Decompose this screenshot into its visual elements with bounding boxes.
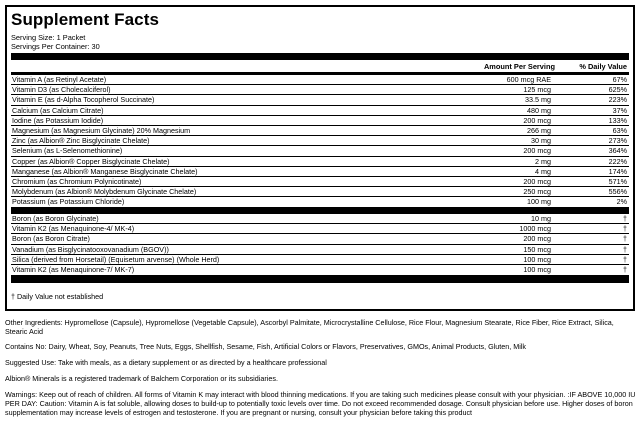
thick-divider [11,207,629,214]
nutrient-daily-value: 273% [608,136,627,146]
contains-no: Contains No: Dairy, Wheat, Soy, Peanuts, Tree Nuts, Eggs, Shellfish, Sesame, Fish, Artificial Colors or Flavors, Preservatives, GMOs, Animal Products, Gluten, Milk [5,342,527,351]
nutrient-name: Chromium (as Chromium Polynicotinate) [12,176,142,186]
nutrient-daily-value: † [623,264,627,274]
nutrient-daily-value: 223% [608,95,627,105]
servings-per-container: Servings Per Container: 30 [11,42,100,51]
nutrient-name: Vitamin D3 (as Cholecalciferol) [12,85,111,95]
nutrient-amount: 4 mg [535,166,551,176]
nutrient-amount: 200 mcg [523,234,551,244]
table-row [11,234,629,244]
nutrient-daily-value: 364% [608,146,627,156]
table-header [11,62,629,72]
table-row [11,245,629,255]
trademark-notice: Albion® Minerals is a registered trademark of Balchem Corporation or its subsidiaries. [5,374,278,383]
nutrient-amount: 266 mg [527,125,551,135]
table-row [11,136,629,146]
table-row [11,224,629,234]
nutrient-daily-value: 556% [608,187,627,197]
table-row [11,177,629,187]
nutrient-name: Boron (as Boron Glycinate) [12,214,99,223]
serving-size: Serving Size: 1 Packet [11,33,86,42]
table-row [11,75,629,85]
table-row [11,197,629,207]
nutrient-daily-value: 222% [608,156,627,166]
nutrient-amount: 200 mcg [523,176,551,186]
nutrient-name: Vanadium (as Bisglycinatooxovanadium (BGOV)) [12,244,169,254]
other-nutrient-table [11,214,629,275]
footnote: † Daily Value not established [11,292,104,301]
nutrient-amount: 125 mcg [523,85,551,95]
supplement-facts-panel [5,5,635,311]
nutrient-name: Molybdenum (as Albion® Molybdenum Glycinate Chelate) [12,187,197,197]
table-row [11,116,629,126]
table-row [11,187,629,197]
nutrient-name: Vitamin E (as d-Alpha Tocopherol Succinate) [12,95,155,105]
nutrient-daily-value: † [623,244,627,254]
nutrient-amount: 30 mg [531,136,551,146]
nutrient-amount: 10 mg [531,214,551,223]
nutrient-amount: 150 mcg [523,244,551,254]
nutrient-amount: 100 mcg [523,254,551,264]
table-row [11,106,629,116]
table-row [11,85,629,95]
nutrient-amount: 1000 mcg [519,224,551,234]
nutrient-name: Selenium (as L-Selenomethionine) [12,146,123,156]
nutrient-amount: 200 mcg [523,115,551,125]
nutrient-amount: 480 mg [527,105,551,115]
thick-divider [11,53,629,60]
nutrient-amount: 600 mcg RAE [506,75,551,84]
nutrient-amount: 100 mg [527,197,551,207]
nutrient-table [11,75,629,207]
nutrient-name: Manganese (as Albion® Manganese Bisglycinate Chelate) [12,166,198,176]
nutrient-daily-value: 571% [608,176,627,186]
panel-title: Supplement Facts [11,10,160,29]
daily-value-header: % Daily Value [579,62,627,71]
nutrient-amount: 100 mcg [523,264,551,274]
nutrient-amount: 2 mg [535,156,551,166]
nutrient-amount: 200 mcg [523,146,551,156]
nutrient-daily-value: 67% [612,75,627,84]
warnings: Warnings: Keep out of reach of children. All forms of Vitamin K may interact with blood thinning medications. If you are taking such medicines please consult with your physician. :IF ABOVE 10,000 IU PER DAY: Caution: Vitamin A is fat soluble, allowing doses to build-up to potentially toxic levels over time. Do not exceed recommended dosage. Consult physician before use. Higher doses of boron supplementation may increase levels of estrogen and testosterone. If you are pregnant or nursing, consult your physician before taking this product [5,390,636,417]
table-row [11,255,629,265]
nutrient-amount: 33.5 mg [525,95,551,105]
table-row [11,214,629,224]
table-row [11,146,629,156]
nutrient-name: Silica (derived from Horsetail) (Equisetum arvense) (Whole Herd) [12,254,220,264]
nutrient-daily-value: 63% [612,125,627,135]
nutrient-name: Potassium (as Potassium Chloride) [12,197,125,207]
nutrient-name: Iodine (as Potassium Iodide) [12,115,104,125]
suggested-use: Suggested Use: Take with meals, as a dietary supplement or as directed by a healthcare professional [5,358,327,367]
amount-header: Amount Per Serving [483,62,555,71]
nutrient-daily-value: † [623,254,627,264]
nutrient-daily-value: 37% [612,105,627,115]
nutrient-name: Boron (as Boron Citrate) [12,234,90,244]
other-ingredients: Other Ingredients: Hypromellose (Capsule), Hypromellose (Vegetable Capsule), Ascorbyl Palmitate, Microcrystalline Cellulose, Rice Flour, Magnesium Stearate, Rice Fiber, Rice Extract, Silica, Stearic Acid [5,318,614,336]
nutrient-daily-value: † [623,214,627,223]
nutrient-daily-value: † [623,224,627,234]
table-row [11,95,629,105]
nutrient-name: Zinc (as Albion® Zinc Bisglycinate Chelate) [12,136,150,146]
nutrient-name: Calcium (as Calcium Citrate) [12,105,104,115]
nutrient-daily-value: 2% [616,197,627,207]
nutrient-daily-value: 174% [608,166,627,176]
nutrient-name: Vitamin A (as Retinyl Acetate) [12,75,107,84]
table-row [11,167,629,177]
nutrient-daily-value: 133% [608,115,627,125]
table-row [11,265,629,275]
nutrient-name: Vitamin K2 (as Menaquinone-4/ MK-4) [12,224,135,234]
nutrient-daily-value: 625% [608,85,627,95]
nutrient-name: Magnesium (as Magnesium Glycinate) 20% Magnesium [12,125,191,135]
nutrient-amount: 250 mcg [523,187,551,197]
table-row [11,126,629,136]
nutrient-name: Vitamin K2 (as Menaquinone-7/ MK-7) [12,264,135,274]
table-row [11,157,629,167]
nutrient-daily-value: † [623,234,627,244]
thick-divider [11,275,629,283]
nutrient-name: Copper (as Albion® Copper Bisglycinate Chelate) [12,156,170,166]
